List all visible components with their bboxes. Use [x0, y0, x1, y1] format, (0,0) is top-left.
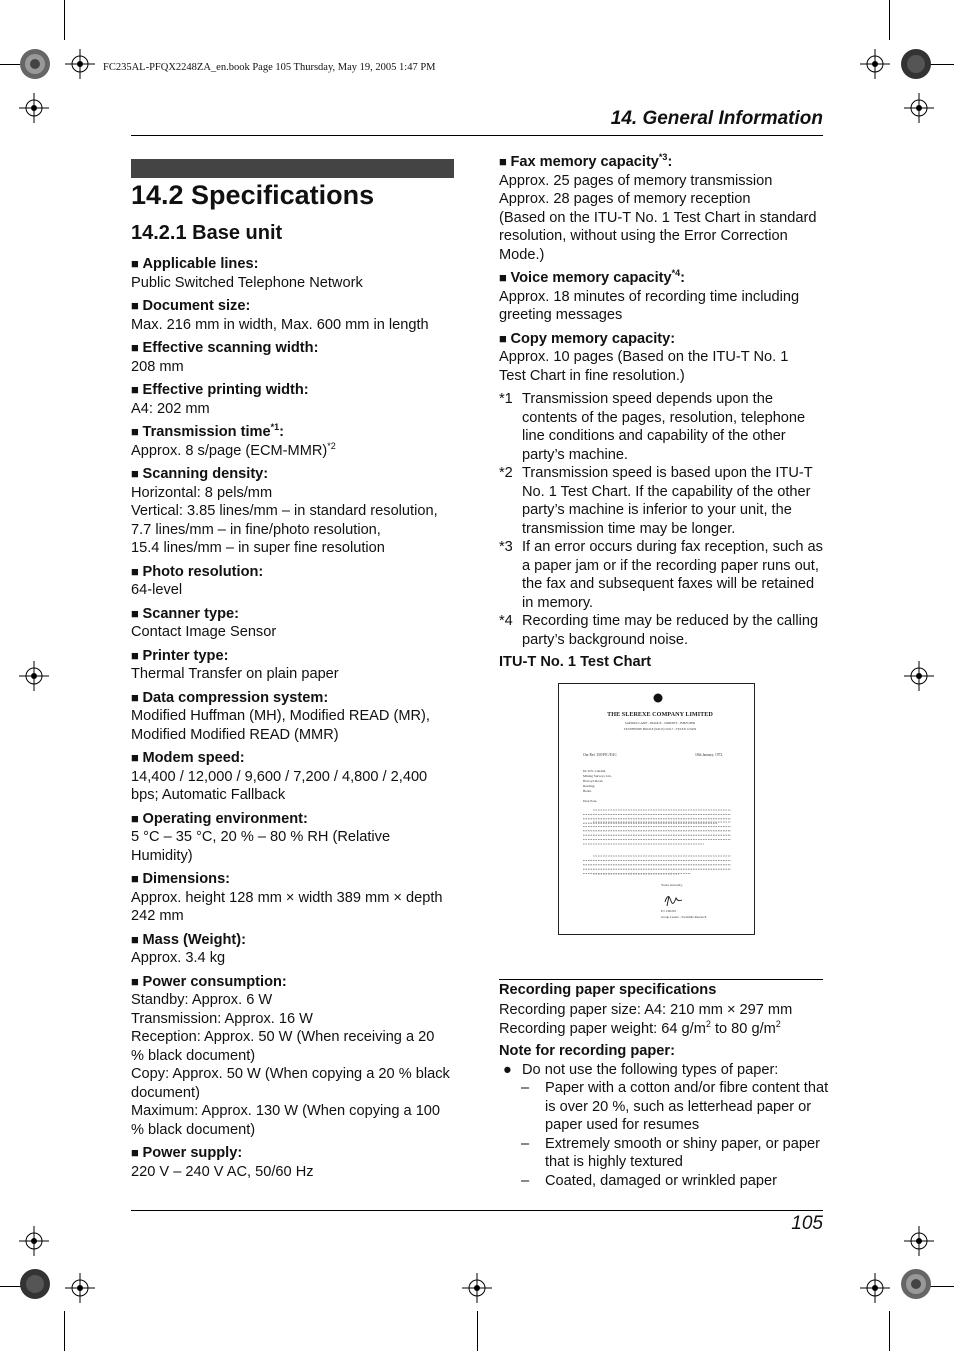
color-target-icon [19, 48, 51, 80]
spec-value: greeting messages [499, 307, 623, 323]
spec-value: Copy: Approx. 50 W (When copying a 20 % black [131, 1066, 450, 1082]
spec-label: ■ Fax memory capacity$^{*3}$: [499, 153, 829, 172]
spec-label: ■ Voice memory capacity$^{*4}$: [499, 269, 829, 288]
spec-label: ■ Data compression system: [131, 689, 461, 708]
color-target-icon [19, 1268, 51, 1300]
chart-recipient-line: Dr. P.N. Cundall, [583, 769, 607, 773]
spec-label: ■ Power consumption: [131, 973, 461, 992]
note-title: Note for recording paper: [499, 1043, 675, 1059]
recording-paper-title: Recording paper specifications [499, 982, 717, 998]
spec-value: document) [131, 1084, 200, 1101]
paper-weight: Recording paper weight: 64 $g/m^2$ to 80 $g/m^2$ [499, 1018, 781, 1037]
chart-address: SAPORS LANE - BOOLE - DORSET - BH25 8ER [624, 721, 696, 725]
spec-value: Standby: Approx. 6 W [131, 992, 273, 1008]
spec-value: Max. 216 mm in width, Max. 600 mm in length [131, 316, 429, 333]
test-chart-caption: ITU-T No. 1 Test Chart [499, 654, 652, 670]
spec-value: 5 °C – 35 °C, 20 % – 80 % RH (Relative [131, 829, 391, 845]
spec-value: Modified Modified READ (MMR) [131, 726, 339, 743]
spec-value: Approx. 18 minutes of recording time including [499, 288, 800, 305]
registration-mark-icon [19, 1226, 49, 1256]
chart-recipient-line: Reading, [583, 784, 596, 788]
spec-label: ■ Effective scanning width: [131, 339, 461, 358]
spec-value: 7.7 lines/mm – in fine/photo resolution, [131, 521, 381, 538]
spec-value: Test Chart in fine resolution.) [499, 367, 685, 384]
spec-label: ■ Printer type: [131, 647, 461, 666]
spec-value: 242 mm [131, 908, 184, 924]
spec-value: A4: 202 mm [131, 400, 210, 417]
spec-value: 15.4 lines/mm – in super fine resolution [131, 540, 385, 556]
spec-value: % black document) [131, 1047, 256, 1064]
note-dash-item: – Coated, damaged or wrinkled paper [521, 1172, 778, 1189]
registration-mark-icon [65, 49, 95, 79]
spec-value: 208 mm [131, 358, 184, 375]
spec-value: Mode.) [499, 246, 545, 263]
chapter-title: 14. General Information [610, 108, 823, 129]
chart-recipient-line: Mining Surveys Ltd., [583, 774, 613, 778]
spec-value: 64-level [131, 582, 183, 598]
footnote: *4 Recording time may be reduced by the calling party’s background noise. [499, 613, 819, 648]
spec-value: Maximum: Approx. 130 W (When copying a 100 [131, 1103, 441, 1119]
spec-label: ■ Power supply: [131, 1144, 461, 1163]
note-dash-item: – Paper with a cotton and/or fibre content that is over 20 %, such as letterhead paper or paper used for resumes [521, 1080, 829, 1133]
spec-label: ■ Mass (Weight): [131, 931, 461, 950]
registration-mark-icon [19, 93, 49, 123]
chart-date: 18th January, 1972. [695, 753, 724, 757]
spec-value: Approx. height 128 mm × width 389 mm × depth [131, 889, 443, 906]
chart-ref: Our Ref. 350/PJC/EAC [583, 753, 617, 757]
registration-mark-icon [860, 1273, 890, 1303]
spec-label: ■ Copy memory capacity: [499, 330, 829, 349]
spec-label: ■ Modem speed: [131, 749, 461, 768]
spec-value: bps; Automatic Fallback [131, 787, 286, 803]
chart-phone: TELEPHONE BOOLE (94513) 51617 - TELEX 123456 [623, 727, 697, 731]
spec-value: % black document) [131, 1121, 256, 1138]
spec-value: Vertical: 3.85 lines/mm – in standard resolution, [131, 503, 438, 519]
footnote: *1 Transmission speed depends upon the contents of the pages, resolution, telephone line conditions and capability of the other party’s machine. [499, 391, 806, 463]
spec-value: Approx. 25 pages of memory transmission [499, 172, 773, 189]
spec-label: ■ Scanner type: [131, 605, 461, 624]
spec-value: Humidity) [131, 847, 193, 864]
spec-value: (Based on the ITU-T No. 1 Test Chart in standard [499, 209, 817, 226]
spec-value: Public Switched Telephone Network [131, 274, 363, 291]
spec-label: ■ Effective printing width: [131, 381, 461, 400]
recording-paper-specs [499, 1001, 829, 1190]
chart-signer-title: Group Leader - Facsimile Research [661, 915, 707, 919]
section-title: 14.2 Specifications [131, 180, 375, 210]
left-spec-list [131, 255, 461, 1181]
spec-value: Horizontal: 8 pels/mm [131, 484, 273, 501]
chart-recipient-line: Berks. [583, 789, 592, 793]
paper-size: Recording paper size: A4: 210 mm × 297 mm [499, 1002, 793, 1018]
spec-value: Approx. 3.4 kg [131, 950, 226, 966]
spec-value: Transmission: Approx. 16 W [131, 1010, 313, 1027]
spec-label: ■ Scanning density: [131, 465, 461, 484]
spec-value: Modified Huffman (MH), Modified READ (MR), [131, 708, 430, 724]
note-dash-list [499, 1079, 829, 1190]
registration-mark-icon [904, 93, 934, 123]
section-rule [499, 979, 823, 980]
spec-value: 220 V – 240 V AC, 50/60 Hz [131, 1163, 314, 1180]
spec-value: Thermal Transfer on plain paper [131, 666, 339, 682]
spec-value: Approx. 8 s/page $(ECM-MMR)^{*2}$ [131, 440, 336, 459]
registration-mark-icon [19, 661, 49, 691]
header-rule [131, 135, 823, 136]
registration-mark-icon [860, 49, 890, 79]
right-spec-list [499, 153, 829, 385]
spec-value: Contact Image Sensor [131, 624, 277, 640]
footer-rule [131, 1210, 823, 1211]
test-chart-image [558, 683, 755, 935]
chart-closing: Yours sincerely, [661, 883, 683, 887]
note-bullet: ● Do not use the following types of paper: [503, 1061, 779, 1078]
spec-label: ■ Dimensions: [131, 870, 461, 889]
spec-value: 14,400 / 12,000 / 9,600 / 7,200 / 4,800 / 2,400 [131, 768, 428, 785]
spec-label: ■ Document size: [131, 297, 461, 316]
footnote: *2 Transmission speed is based upon the ITU-T No. 1 Test Chart. If the capability of the other party’s machine is inferior to your unit, the transmission time may be longer. [499, 465, 813, 537]
footnote: *3 If an error occurs during fax reception, such as a paper jam or if the recording paper runs out, the fax and subsequent faxes will be retained in memory. [499, 539, 823, 611]
spec-value: resolution, without using the Error Correction [499, 228, 788, 244]
subsection-title: 14.2.1 Base unit [131, 222, 283, 244]
spec-label: ■ Photo resolution: [131, 563, 461, 582]
chart-signer-name: P.J. CROSS [661, 909, 677, 913]
registration-mark-icon [904, 661, 934, 691]
chart-recipient-line: Holroyd Road, [583, 779, 604, 783]
spec-value: Approx. 10 pages (Based on the ITU-T No. 1 [499, 349, 789, 365]
spec-label: ■ Applicable lines: [131, 255, 461, 274]
registration-mark-icon [65, 1273, 95, 1303]
spec-value: Approx. 28 pages of memory reception [499, 191, 751, 207]
registration-mark-icon [462, 1273, 492, 1303]
section-title-bar [131, 159, 454, 178]
color-target-icon [900, 1268, 932, 1300]
chart-greeting: Dear Pete, [583, 799, 598, 803]
spec-value: Reception: Approx. 50 W (When receiving a 20 [131, 1029, 435, 1045]
color-target-icon [900, 48, 932, 80]
registration-mark-icon [904, 1226, 934, 1256]
spec-label: ■ Operating environment: [131, 810, 461, 829]
book-info: FC235AL-PFQX2248ZA_en.book Page 105 Thursday, May 19, 2005 1:47 PM [103, 62, 436, 73]
chart-company: THE SLEREXE COMPANY LIMITED [607, 711, 713, 718]
spec-label: ■ Transmission time$^{*1}$: [131, 423, 461, 442]
note-dash-item: – Extremely smooth or shiny paper, or paper that is highly textured [521, 1135, 820, 1170]
page-number: 105 [791, 1213, 823, 1234]
footnotes [499, 390, 824, 649]
